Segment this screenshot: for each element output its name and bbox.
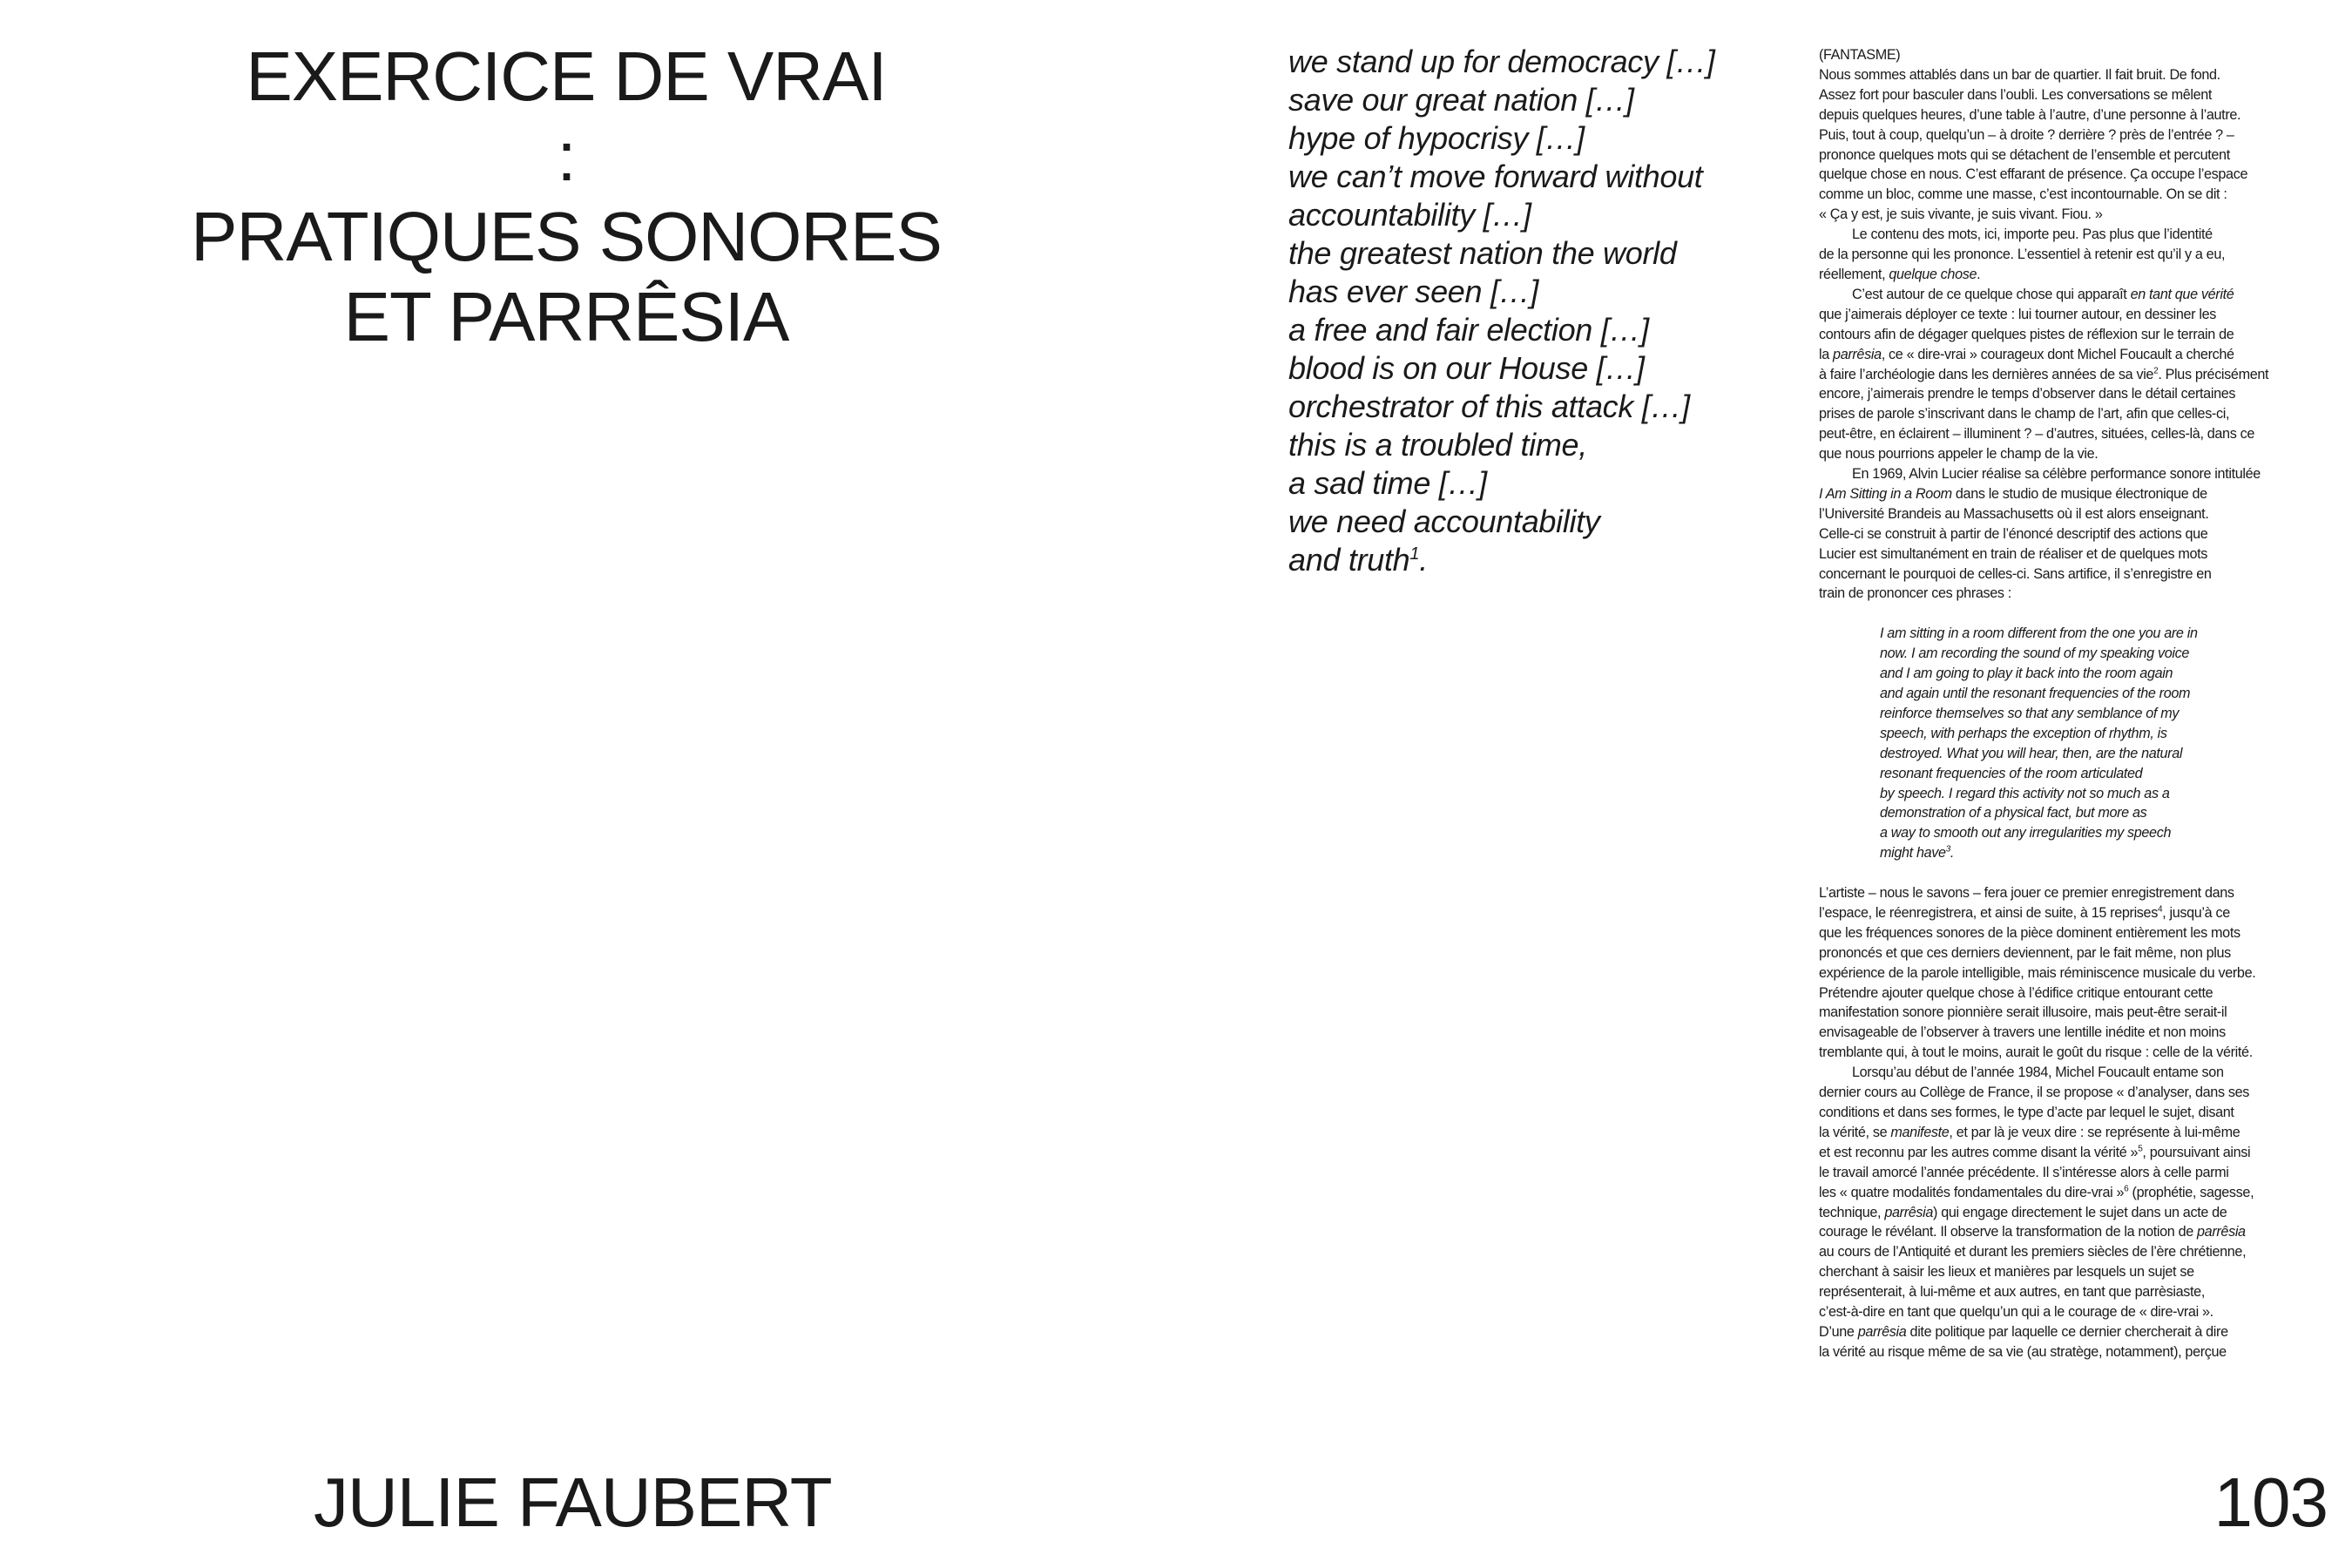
body-line: cherchant à saisir les lieux et manières par lesquels un sujet se — [1819, 1264, 2194, 1281]
body-line: « Ça y est, je suis vivante, je suis vivant. Fiou. » — [1819, 206, 2103, 223]
body-line: I Am Sitting in a Room dans le studio de musique électronique de — [1819, 485, 2207, 502]
quoted-line: a way to smooth out any irregularities my speech — [1880, 825, 2172, 841]
body-line: au cours de l’Antiquité et durant les premiers siècles de l’ère chrétienne, — [1819, 1244, 2247, 1260]
body-line: Lucier est simultanément en train de réaliser et de quelques mots — [1819, 545, 2208, 562]
body-line: Lorsqu’au début de l’année 1984, Michel Foucault entame son — [1852, 1064, 2224, 1081]
body-line: Celle-ci se construit à partir de l’énoncé descriptif des actions que — [1819, 525, 2208, 542]
body-line: Assez fort pour basculer dans l’oubli. Les conversations se mêlent — [1819, 86, 2213, 103]
body-line: la parrêsia, ce « dire-vrai » courageux dont Michel Foucault a cherché — [1819, 346, 2234, 362]
body-line: contours afin de dégager quelques pistes de réflexion sur le terrain de — [1819, 326, 2234, 342]
quoted-line: speech, with perhaps the exception of rhythm, is — [1880, 725, 2167, 741]
body-text-column — [1819, 45, 2333, 1362]
quote-line: we can’t move forward without — [1288, 159, 1703, 194]
body-line: de la personne qui les prononce. L’essentiel à retenir est qu’il y a eu, — [1819, 247, 2226, 263]
quoted-line: demonstration of a physical fact, but more as — [1880, 805, 2147, 821]
body-line: conditions et dans ses formes, le type d’acte par lequel le sujet, disant — [1819, 1105, 2234, 1120]
body-line: réellement, quelque chose. — [1819, 266, 1981, 282]
epigraph-quote — [1288, 43, 1776, 579]
body-line: la vérité, se manifeste, et par là je veux dire : se représente à lui-même — [1819, 1124, 2240, 1140]
body-line: encore, j’aimerais prendre le temps d’observer dans le détail certaines — [1819, 386, 2236, 402]
body-line: Le contenu des mots, ici, importe peu. Pas plus que l’identité — [1852, 226, 2213, 243]
quote-line: this is a troubled time, — [1288, 427, 1587, 463]
body-line: la vérité au risque même de sa vie (au stratège, notamment), perçue — [1819, 1343, 2227, 1360]
quote-line: and truth — [1288, 542, 1410, 578]
title-line: EXERCICE DE VRAI — [246, 37, 887, 115]
body-line: train de prononcer ces phrases : — [1819, 585, 2011, 602]
body-line: technique, parrêsia) qui engage directement le sujet dans un acte de — [1819, 1204, 2227, 1220]
title-line: ET PARRÊSIA — [343, 278, 789, 355]
body-line: envisageable de l’observer à travers une lentille inédite et non moins — [1819, 1024, 2226, 1041]
quote-line: we stand up for democracy […] — [1288, 44, 1715, 79]
body-line: quelque chose en nous. C’est effarant de présence. Ça occupe l’espace — [1819, 166, 2248, 183]
body-line: que nous pourrions appeler le champ de la vie. — [1819, 446, 2099, 463]
body-line: représenterait, à lui-même et aux autres, en tant que parrèsiaste, — [1819, 1284, 2205, 1301]
body-line: l’Université Brandeis au Massachusetts où il est alors enseignant. — [1819, 505, 2209, 522]
quote-line: we need accountability — [1288, 504, 1600, 539]
quote-end-punct: . — [1419, 542, 1428, 578]
quoted-line: reinforce themselves so that any semblance of my — [1880, 705, 2180, 721]
body-line: Nous sommes attablés dans un bar de quartier. Il fait bruit. De fond. — [1819, 66, 2220, 83]
section-label: (FANTASME) — [1819, 47, 1901, 63]
quote-line: orchestrator of this attack […] — [1288, 389, 1690, 424]
title-line: PRATIQUES SONORES — [191, 198, 942, 275]
body-line: dernier cours au Collège de France, il se propose « d’analyser, dans ses — [1819, 1085, 2249, 1101]
body-line: l’espace, le réenregistrera, et ainsi de suite, à 15 reprises$^4$, jusqu’à ce — [1819, 904, 2230, 921]
quote-line: a free and fair election […] — [1288, 312, 1649, 348]
quoted-line: and I am going to play it back into the room again — [1880, 666, 2173, 682]
body-line: tremblante qui, à tout le moins, aurait le goût du risque : celle de la vérité. — [1819, 1044, 2253, 1061]
quoted-line: might have$^3$. — [1880, 844, 1955, 862]
spacer — [1819, 604, 2333, 624]
quote-line: has ever seen […] — [1288, 274, 1539, 309]
author-name: JULIE FAUBERT — [314, 1463, 832, 1541]
footnote-marker: 1 — [1409, 544, 1420, 564]
quote-line: the greatest nation the world — [1288, 235, 1677, 271]
body-line: courage le révélant. Il observe la transformation de la notion de parrêsia — [1819, 1224, 2246, 1240]
body-line: peut-être, en éclairent – illuminent ? – d’autres, situées, celles-là, dans ce — [1819, 426, 2254, 443]
article-title — [139, 37, 993, 357]
body-line: que les fréquences sonores de la pièce dominent entièrement les mots — [1819, 924, 2240, 941]
body-line: c’est-à-dire en tant que quelqu’un qui a le courage de « dire-vrai ». — [1819, 1304, 2213, 1321]
body-line: prononcés et que ces derniers deviennent, par le fait même, non plus — [1819, 944, 2231, 961]
quote-line: blood is on our House […] — [1288, 350, 1645, 386]
body-line: les « quatre modalités fondamentales du dire-vrai »$^6$ (prophétie, sagesse, — [1819, 1184, 2254, 1200]
body-line: prises de parole s’inscrivant dans le champ de l’art, afin que celles-ci, — [1819, 406, 2230, 422]
quote-line: hype of hypocrisy […] — [1288, 120, 1585, 156]
body-line: L’artiste – nous le savons – fera jouer ce premier enregistrement dans — [1819, 885, 2234, 902]
quoted-line: now. I am recording the sound of my speaking voice — [1880, 645, 2190, 662]
quote-line: save our great nation […] — [1288, 82, 1634, 118]
body-line: manifestation sonore pionnière serait illusoire, mais peut-être serait-il — [1819, 1004, 2227, 1021]
body-line: expérience de la parole intelligible, mais réminiscence musicale du verbe. — [1819, 964, 2256, 981]
body-line: Puis, tout à coup, quelqu’un – à droite ? derrière ? près de l’entrée ? – — [1819, 126, 2234, 143]
body-line: que j’aimerais déployer ce texte : lui tourner autour, en dessiner les — [1819, 306, 2216, 322]
quote-line-last — [1288, 541, 1776, 579]
body-line: Prétendre ajouter quelque chose à l’édifice critique entourant cette — [1819, 984, 2213, 1001]
quoted-line: destroyed. What you will hear, then, are the natural — [1880, 745, 2183, 761]
body-line: D’une parrêsia dite politique par laquelle ce dernier chercherait à dire — [1819, 1323, 2228, 1340]
body-line: comme un bloc, comme une masse, c’est incontournable. On se dit : — [1819, 186, 2227, 203]
body-line: En 1969, Alvin Lucier réalise sa célèbre performance sonore intitulée — [1852, 466, 2261, 483]
quoted-line: by speech. I regard this activity not so much as a — [1880, 785, 2170, 801]
body-line: depuis quelques heures, d’une table à l’autre, d’une personne à l’autre. — [1819, 106, 2241, 123]
body-line: le travail amorcé l’année précédente. Il s’intéresse alors à celle parmi — [1819, 1164, 2229, 1180]
quoted-line: and again until the resonant frequencies of the room — [1880, 685, 2191, 701]
quoted-line: I am sitting in a room different from the one you are in — [1880, 625, 2198, 642]
body-line: C’est autour de ce quelque chose qui apparaît en tant que vérité — [1852, 286, 2234, 302]
page-number: 103 — [2213, 1463, 2328, 1541]
body-line: prononce quelques mots qui se détachent de l’ensemble et percutent — [1819, 146, 2230, 163]
title-line: : — [557, 118, 576, 195]
spacer — [1819, 863, 2333, 883]
body-line: concernant le pourquoi de celles-ci. Sans artifice, il s’enregistre en — [1819, 565, 2212, 582]
quote-line: accountability […] — [1288, 197, 1531, 233]
body-line: et est reconnu par les autres comme disant la vérité »$^5$, poursuivant ainsi — [1819, 1144, 2251, 1160]
body-line: à faire l’archéologie dans les dernières années de sa vie$^2$. Plus précisément — [1819, 366, 2269, 382]
quote-line: a sad time […] — [1288, 465, 1487, 501]
quoted-line: resonant frequencies of the room articulated — [1880, 765, 2143, 781]
